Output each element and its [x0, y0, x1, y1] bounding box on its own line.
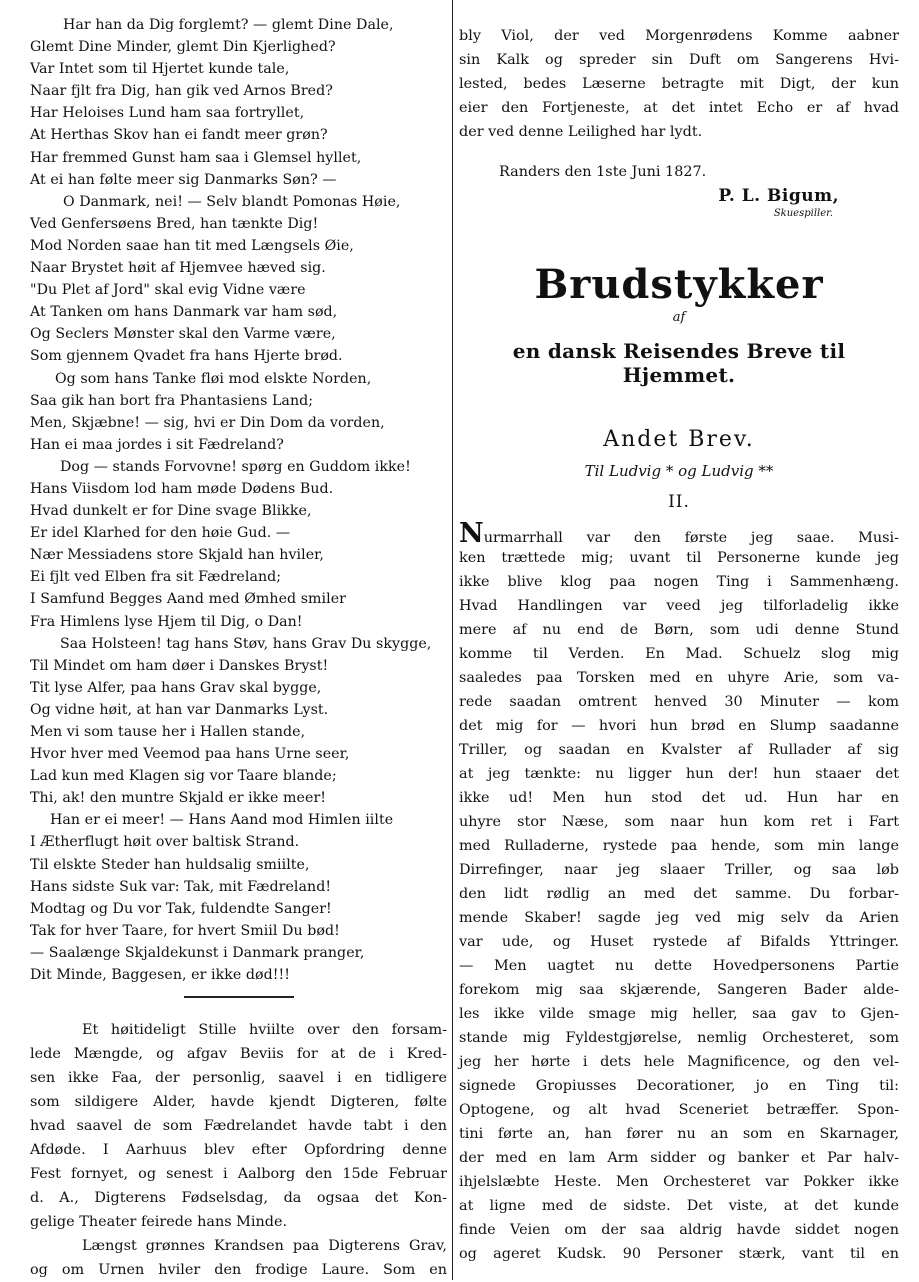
poem-line: At Tanken om hans Danmark var ham sød,: [30, 304, 338, 321]
text-line: lested, bedes Læserne betragte mit Digt, der kun: [459, 76, 899, 92]
text-line: Afdøde. I Aarhuus blev efter Opfordring denne: [30, 1142, 447, 1159]
poem-line: Hvad dunkelt er for Dine svage Blikke,: [30, 503, 312, 520]
text-line: komme til Verden. En Mad. Schuelz slog mig: [459, 646, 899, 662]
poem-line: Var Intet som til Hjertet kunde tale,: [30, 61, 290, 78]
text-line: les ikke vilde smage mig heller, saa gav to Gjen-: [459, 1006, 899, 1022]
text-line: mende Skaber! sagde jeg ved mig selv da Arien: [459, 910, 899, 926]
left-column: [30, 0, 447, 1282]
poem-line: Hans sidste Suk var: Tak, mit Fædreland!: [30, 878, 332, 895]
letter-body: [459, 518, 899, 1266]
poem-line: Glemt Dine Minder, glemt Din Kjerlighed?: [30, 39, 336, 56]
text-line: Længst grønnes Krandsen paa Digterens Grav,: [82, 1238, 447, 1255]
section-number: II.: [668, 492, 690, 512]
letter-heading: Andet Brev.: [603, 427, 755, 452]
poem-line: Naar Brystet høit af Hjemvee hæved sig.: [30, 260, 326, 277]
poem-line: Har fremmed Gunst ham saa i Glemsel hyllet,: [30, 149, 362, 166]
text-line: d. A., Digterens Fødselsdag, da ogsaa det Kon-: [30, 1190, 447, 1207]
text-line: Fest fornyet, og senest i Aalborg den 15de Februar: [30, 1166, 447, 1183]
text-line: ken trættede mig; uvant til Personerne kunde jeg: [459, 550, 899, 566]
article-subtitle: en dansk Reisendes Breve til Hjemmet.: [512, 339, 846, 387]
text-line: den lidt rødlig an med det samme. Du forbar-: [459, 886, 899, 902]
poem-line: Og Seclers Mønster skal den Varme være,: [30, 326, 336, 343]
poem-line: Men, Skjæbne! — sig, hvi er Din Dom da vorden,: [30, 414, 385, 431]
signature: P. L. Bigum,: [718, 186, 839, 206]
text-line: og om Urnen hviler den frodige Laure. Som en: [30, 1262, 447, 1279]
closing-paragraph: [459, 24, 899, 144]
poem-line: Hvor hver med Veemod paa hans Urne seer,: [30, 746, 350, 763]
text-line: var ude, og Huset rystede af Bifalds Yttringer.: [459, 934, 899, 950]
text-line: uhyre stor Næse, som naar hun kom ret i Fart: [459, 814, 899, 830]
text-line: stande mig Fyldestgjørelse, nemlig Orchesteret, som: [459, 1030, 899, 1046]
text-line: at jeg tænkte: nu ligger hun der! hun staaer det: [459, 766, 899, 782]
poem-line: Til elskte Steder han huldsalig smiilte,: [30, 856, 310, 873]
text-line: det mig for — hvori hun brød en Slump saadanne: [459, 718, 899, 734]
text-line: Optogene, og alt hvad Sceneriet betræffer. Spon-: [459, 1102, 899, 1118]
poem-line: Er idel Klarhed for den høie Gud. —: [30, 525, 291, 542]
signature-role: Skuespiller.: [773, 208, 833, 219]
text-line: Triller, og saadan en Kvalster af Rullader af sig: [459, 742, 899, 758]
poem-line: Dog — stands Forvovne! spørg en Guddom ikke!: [60, 458, 411, 475]
article-title-connector: af: [672, 310, 686, 325]
text-line: ikke blive klog paa nogen Ting i Sammenhæng.: [459, 574, 899, 590]
text-line: rede saadan omtrent henved 30 Minuter — kom: [459, 694, 899, 710]
text-line: ihjelslæbte Heste. Men Orchesteret var Pokker ikke: [459, 1174, 899, 1190]
text-line: eier den Fortjeneste, at det intet Echo er af hvad: [459, 100, 899, 116]
text-line: sin Kalk og spreder sin Duft om Sangerens Hvi-: [459, 52, 899, 68]
memorial-report-paragraph: [30, 1018, 447, 1282]
poem-line: Ved Genfersøens Bred, han tænkte Dig!: [30, 215, 319, 232]
letter-addressee: Til Ludvig * og Ludvig **: [584, 462, 774, 480]
section-divider: [184, 996, 294, 998]
text-line: [459, 518, 899, 549]
poem-line: Nær Messiadens store Skjald han hviler,: [30, 547, 324, 564]
text-line: Hvad Handlingen var veed jeg tilforladelig ikke: [459, 598, 899, 614]
poem-line: Naar fjlt fra Dig, han gik ved Arnos Bred?: [30, 83, 333, 100]
text-line: — Men uagtet nu dette Hovedpersonens Partie: [459, 958, 899, 974]
poem-line: Han er ei meer! — Hans Aand mod Himlen iilte: [50, 812, 394, 829]
poem-line: O Danmark, nei! — Selv blandt Pomonas Høie,: [63, 193, 401, 210]
poem-line: "Du Plet af Jord" skal evig Vidne være: [30, 282, 306, 299]
poem-line: Men vi som tause her i Hallen stande,: [30, 724, 306, 740]
poem-line: Tak for hver Taare, for hvert Smiil Du bød!: [30, 922, 340, 939]
poem-line: Har Heloises Lund ham saa fortryllet,: [30, 105, 305, 122]
text-line: signede Gropiusses Decorationer, jo en Ting til:: [459, 1078, 899, 1094]
text-line: jeg her hørte i dets hele Magnificence, og den vel-: [459, 1054, 899, 1070]
text-line: hvad saavel de som Fædrelandet havde tabt i den: [30, 1118, 447, 1135]
text-line: finde Veien om der saa aldrig havde siddet nogen: [459, 1222, 899, 1238]
text-line: med Rulladerne, rystede paa hende, som min lange: [459, 838, 899, 854]
text-line: der med en lam Arm sidder og banker et Par halv-: [459, 1150, 899, 1166]
poem-line: Som gjennem Qvadet fra hans Hjerte brød.: [30, 348, 343, 365]
text-line-rest: urmarrhall var den første jeg saae. Musi-: [483, 530, 899, 546]
column-rule: [452, 0, 453, 1280]
poem-line: Dit Minde, Baggesen, er ikke død!!!: [30, 967, 290, 984]
text-line: at ligne med de sidste. Det viste, at det kunde: [459, 1198, 899, 1214]
poem-line: Og som hans Tanke fløi mod elskte Norden,: [55, 370, 372, 387]
poem-line: Til Mindet om ham døer i Danskes Bryst!: [30, 657, 329, 674]
text-line: gelige Theater feirede hans Minde.: [30, 1214, 288, 1231]
poem-line: Lad kun med Klagen sig vor Taare blande;: [30, 768, 337, 785]
poem-line: Og vidne høit, at han var Danmarks Lyst.: [30, 701, 329, 718]
poem-line: — Saalænge Skjaldekunst i Danmark pranger,: [30, 944, 365, 961]
text-line: tini førte an, han fører nu an som en Skarnager,: [459, 1126, 899, 1142]
text-line: og ageret Kudsk. 90 Personer stærk, vant til en: [459, 1246, 899, 1262]
text-line: Et høitideligt Stille hviilte over den forsam-: [82, 1022, 447, 1039]
right-column: [459, 0, 899, 1266]
text-line: ikke ud! Men hun stod det ud. Hun har en: [459, 790, 899, 806]
poem-line: Tit lyse Alfer, paa hans Grav skal bygge,: [30, 679, 322, 696]
text-line: forekom mig saa skjærende, Sangeren Bader alde-: [459, 982, 899, 998]
dateline: Randers den 1ste Juni 1827.: [499, 164, 707, 180]
drop-cap: N: [459, 518, 484, 549]
text-line: der ved denne Leilighed har lydt.: [459, 124, 703, 140]
poem-line: Mod Norden saae han tit med Længsels Øie,: [30, 237, 354, 254]
poem-line: At ei han følte meer sig Danmarks Søn? —: [30, 171, 337, 188]
text-line: som sildigere Alder, havde kjendt Digteren, følte: [30, 1094, 447, 1111]
poem-line: I Ætherflugt høit over baltisk Strand.: [30, 834, 300, 851]
poem-line: Thi, ak! den muntre Skjald er ikke meer!: [30, 790, 327, 807]
memorial-poem: [30, 14, 447, 986]
poem-line: Han ei maa jordes i sit Fædreland?: [30, 436, 284, 453]
poem-line: Ei fjlt ved Elben fra sit Fædreland;: [30, 569, 282, 586]
text-line: bly Viol, der ved Morgenrødens Komme aabner: [459, 28, 899, 44]
poem-line: I Samfund Begges Aand med Ømhed smiler: [30, 591, 347, 608]
poem-line: Fra Himlens lyse Hjem til Dig, o Dan!: [30, 613, 303, 630]
article-title: Brudstykker: [534, 261, 824, 308]
text-line: sen ikke Faa, der personlig, saavel i en tidligere: [30, 1070, 447, 1087]
poem-line: Saa gik han bort fra Phantasiens Land;: [30, 392, 314, 409]
poem-line: Har han da Dig forglemt? — glemt Dine Dale,: [63, 17, 394, 33]
poem-line: At Herthas Skov han ei fandt meer grøn?: [30, 127, 328, 144]
text-line: mere af nu end de Børn, som udi denne Stund: [459, 622, 899, 638]
poem-line: Saa Holsteen! tag hans Støv, hans Grav Du skygge,: [60, 635, 432, 652]
text-line: Dirrefinger, naar jeg slaaer Triller, og saa løb: [459, 862, 899, 878]
text-line: saaledes paa Torsken med en uhyre Arie, som va-: [459, 670, 899, 686]
text-line: lede Mængde, og afgav Beviis for at de i Kred-: [30, 1046, 447, 1063]
poem-line: Hans Viisdom lod ham møde Dødens Bud.: [30, 480, 334, 497]
poem-line: Modtag og Du vor Tak, fuldendte Sanger!: [30, 900, 332, 917]
